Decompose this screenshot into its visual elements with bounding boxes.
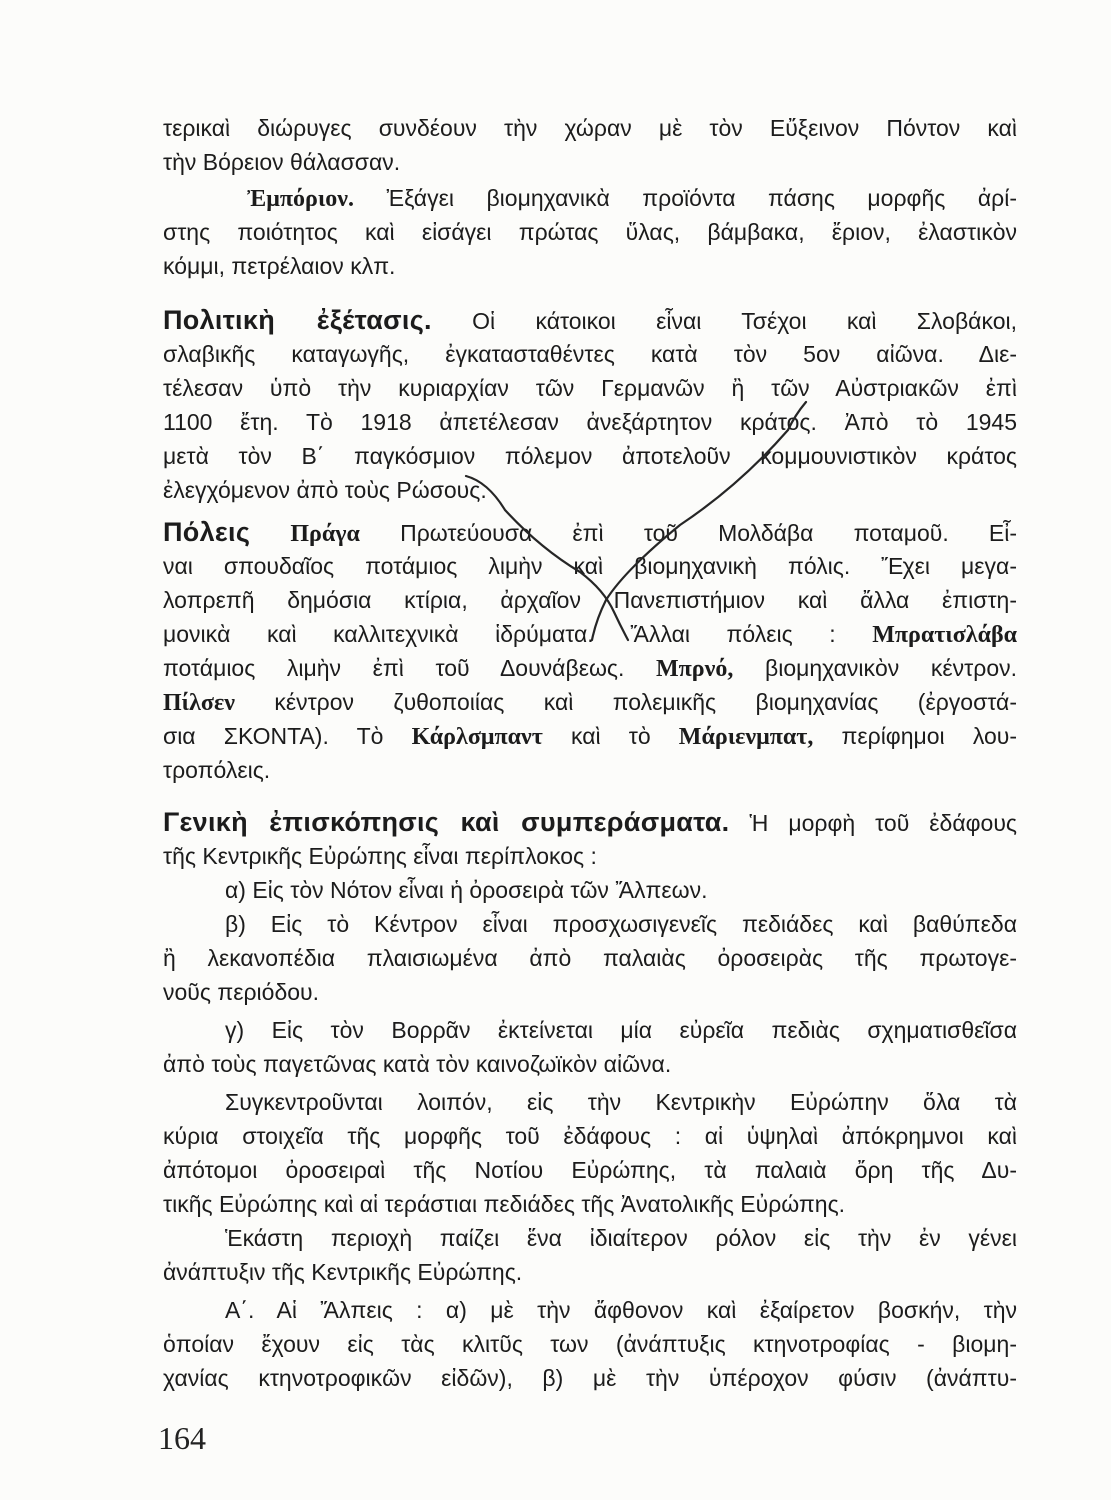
paragraph xyxy=(163,907,1017,1009)
text-line xyxy=(163,651,1017,685)
paragraph xyxy=(163,873,1017,907)
text-line xyxy=(163,839,1017,873)
text-line xyxy=(163,1361,1017,1395)
body-text: Ἡ μορφὴ τοῦ ἐδάφους xyxy=(749,810,1018,836)
body-text: μονικὰ καὶ καλλιτεχνικὰ ἱδρύματα. Ἄλλαι πόλεις : xyxy=(163,621,836,647)
body-text: τροπόλεις. xyxy=(163,757,271,783)
paragraph xyxy=(163,181,1017,283)
text-line xyxy=(163,1013,1017,1047)
paragraph xyxy=(163,1085,1017,1221)
body-text: περίφημοι λου- xyxy=(841,723,1017,749)
text-line xyxy=(163,181,1017,215)
paragraph xyxy=(163,515,1017,787)
body-text: α) Εἰς τὸν Νότον εἶναι ἡ ὀροσειρὰ τῶν Ἄλπεων. xyxy=(225,877,708,903)
text-line xyxy=(163,549,1017,583)
body-text: στης ποιότητος καὶ εἰσάγει πρώτας ὕλας, βάμβακα, ἔριον, ἐλαστικὸν xyxy=(163,219,1017,245)
bold-term: Πράγα xyxy=(290,521,360,547)
body-text: Ἑκάστη περιοχὴ παίζει ἕνα ἰδιαίτερον ρόλον εἰς τὴν ἐν γένει xyxy=(225,1225,1017,1251)
paragraph xyxy=(163,1221,1017,1289)
body-text: τέλεσαν ὑπὸ τὴν κυριαρχίαν τῶν Γερμανῶν ἢ τῶν Αὐστριακῶν ἐπὶ xyxy=(163,375,1017,401)
body-text: ὁποίαν ἔχουν εἰς τὰς κλιτῦς των (ἀνάπτυξις κτηνοτροφίας - βιομη- xyxy=(163,1331,1017,1357)
text-line xyxy=(163,249,1017,283)
body-text: τῆς Κεντρικῆς Εὐρώπης εἶναι περίπλοκος : xyxy=(163,843,597,869)
body-text: νοῦς περιόδου. xyxy=(163,979,320,1005)
body-text: ἀνάπτυξιν τῆς Κεντρικῆς Εὐρώπης. xyxy=(163,1259,523,1285)
body-text: ναι σπουδαῖος ποτάμιος λιμὴν καὶ βιομηχανικὴ πόλις. Ἔχει μεγα- xyxy=(163,553,1017,579)
body-text: ἀπὸ τοὺς παγετῶνας κατὰ τὸν καινοζωϊκὸν αἰῶνα. xyxy=(163,1051,672,1077)
text-line xyxy=(163,111,1017,145)
body-text: τὴν Βόρειον θάλασσαν. xyxy=(163,149,401,175)
body-text: σλαβικῆς καταγωγῆς, ἐγκατασταθέντες κατὰ τὸν 5ον αἰῶνα. Διε- xyxy=(163,341,1017,367)
paragraph xyxy=(163,303,1017,507)
body-text: Α΄. Αἱ Ἄλπεις : α) μὲ τὴν ἄφθονον καὶ ἐξαίρετον βοσκήν, τὴν xyxy=(225,1297,1017,1323)
body-text: Οἱ κάτοικοι εἶναι Τσέχοι καὶ Σλοβάκοι, xyxy=(472,308,1017,334)
text-line xyxy=(163,1327,1017,1361)
body-text: τικῆς Εὐρώπης καὶ αἱ τεράστιαι πεδιάδες τῆς Ἀνατολικῆς Εὐρώπης. xyxy=(163,1191,846,1217)
body-text: κύρια στοιχεῖα τῆς μορφῆς τοῦ ἐδάφους : αἱ ὑψηλαὶ ἀπόκρημνοι καὶ xyxy=(163,1123,1017,1149)
paragraph xyxy=(163,111,1017,179)
text-line xyxy=(163,617,1017,651)
body-text: κέντρον ζυθοποιίας καὶ πολεμικῆς βιομηχανίας (ἐργοστά- xyxy=(274,689,1017,715)
text-line xyxy=(163,975,1017,1009)
bold-term: Πίλσεν xyxy=(163,690,235,716)
body-text: μετὰ τὸν Β΄ παγκόσμιον πόλεμον ἀποτελοῦν κομμουνιστικὸν κράτος xyxy=(163,443,1017,469)
text-line xyxy=(163,1255,1017,1289)
bold-term: Μπρνό, xyxy=(656,656,734,682)
text-line xyxy=(163,1187,1017,1221)
text-line xyxy=(163,805,1017,839)
body-text: Συγκεντροῦνται λοιπόν, εἰς τὴν Κεντρικὴν Εὐρώπην ὅλα τὰ xyxy=(225,1089,1017,1115)
body-text: β) Εἰς τὸ Κέντρον εἶναι προσχωσιγενεῖς πεδιάδες καὶ βαθύπεδα xyxy=(225,911,1017,937)
text-line xyxy=(163,1085,1017,1119)
paragraph xyxy=(163,1293,1017,1395)
body-text: λοπρεπῆ δημόσια κτίρια, ἀρχαῖον Πανεπιστήμιον καὶ ἄλλα ἐπιστη- xyxy=(163,587,1017,613)
bold-term: Ἐμπόριον. xyxy=(247,186,354,212)
body-text: σια ΣΚΟΝΤΑ). Τὸ xyxy=(163,723,384,749)
bold-term: Κάρλσμπαντ xyxy=(411,724,543,750)
page-number: 164 xyxy=(158,1420,206,1456)
body-text: χανίας κτηνοτροφικῶν εἰδῶν), β) μὲ τὴν ὑπέροχον φύσιν (ἀνάπτυ- xyxy=(163,1365,1017,1391)
bold-term: Μπρατισλάβα xyxy=(872,622,1018,648)
text-line xyxy=(163,719,1017,753)
text-line xyxy=(163,337,1017,371)
text-line xyxy=(163,303,1017,337)
body-text: ἐλεγχόμενον ἀπὸ τοὺς Ρώσους. xyxy=(163,477,487,503)
text-line xyxy=(163,1293,1017,1327)
body-text: ποτάμιος λιμὴν ἐπὶ τοῦ Δουνάβεως. xyxy=(163,655,625,681)
body-text: καὶ τὸ xyxy=(570,723,651,749)
text-line xyxy=(163,473,1017,507)
section-heading: Γενικὴ ἐπισκόπησις καὶ συμπεράσματα. xyxy=(163,807,730,837)
body-text: ἢ λεκανοπέδια πλαισιωμένα ἀπὸ παλαιὰς ὀροσειρὰς τῆς πρωτογε- xyxy=(163,945,1017,971)
text-line xyxy=(163,941,1017,975)
text-line xyxy=(163,439,1017,473)
text-line xyxy=(163,873,1017,907)
text-line xyxy=(163,583,1017,617)
text-line xyxy=(163,1153,1017,1187)
section-heading: Πόλεις xyxy=(163,517,251,547)
text-line xyxy=(163,1221,1017,1255)
bold-term: Μάριενμπατ, xyxy=(678,724,814,750)
paragraph xyxy=(163,1013,1017,1081)
text-line xyxy=(163,907,1017,941)
body-text: γ) Εἰς τὸν Βορρᾶν ἐκτείνεται μία εὐρεῖα πεδιὰς σχηματισθεῖσα xyxy=(225,1017,1017,1043)
text-line xyxy=(163,1119,1017,1153)
page-text xyxy=(163,111,1017,1395)
body-text: ἀπότομοι ὀροσειραὶ τῆς Νοτίου Εὐρώπης, τὰ παλαιὰ ὄρη τῆς Δυ- xyxy=(163,1157,1017,1183)
body-text: 1100 ἔτη. Τὸ 1918 ἀπετέλεσαν ἀνεξάρτητον κράτος. Ἀπὸ τὸ 1945 xyxy=(163,409,1017,435)
text-line xyxy=(163,145,1017,179)
text-line xyxy=(163,405,1017,439)
text-line xyxy=(163,753,1017,787)
body-text: Ἐξάγει βιομηχανικὰ προϊόντα πάσης μορφῆς ἀρί- xyxy=(386,185,1018,211)
paragraph xyxy=(163,805,1017,873)
text-line xyxy=(163,371,1017,405)
text-line xyxy=(163,215,1017,249)
body-text: τερικαὶ διώρυγες συνδέουν τὴν χώραν μὲ τὸν Εὔξεινον Πόντον καὶ xyxy=(163,115,1017,141)
body-text: βιομηχανικὸν κέντρον. xyxy=(764,655,1018,681)
body-text: κόμμι, πετρέλαιον κλπ. xyxy=(163,253,396,279)
section-heading: Πολιτικὴ ἐξέτασις. xyxy=(163,305,432,335)
text-line xyxy=(163,515,1017,549)
text-line xyxy=(163,1047,1017,1081)
text-line xyxy=(163,685,1017,719)
body-text: Πρωτεύουσα ἐπὶ τοῦ Μολδάβα ποταμοῦ. Εἶ- xyxy=(400,520,1018,546)
